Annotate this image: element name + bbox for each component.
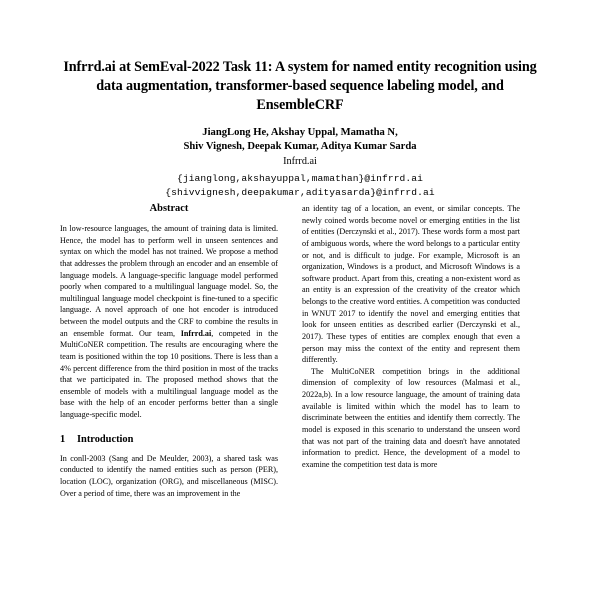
email-line-1: {jianglong,akshayuppal,mamathan}@infrrd.ai <box>176 172 423 184</box>
right-column <box>302 203 520 600</box>
left-column <box>60 203 278 600</box>
section-heading-introduction <box>60 434 278 445</box>
right-column-paragraph-1: an identity tag of a location, an event, or similar concepts. The newly coined words become novel or emerging entities in the list of entities (Derczynski et al., 2017). These words form a most part of ambiguous words, where the word belongs to a particular entity or not, and is difficult to judge. For example, Microsoft is an organization, Windows is a product, and Microsoft Windows is a software product. Apart from this, creating a non-existent word as an entity is an expression of the creativity of the creator which belongs to the creative word entities. A competition was conducted in WNUT 2017 to identify the novel and emerging entities that look for unseen entities as described earlier (Derczynski et al., 2017). These types of entities are complex enough that even a person may miss the context of the entity and represent them differently. <box>302 204 520 365</box>
author-line-1: JiangLong He, Akshay Uppal, Mamatha N, <box>202 126 398 138</box>
abstract-team-name: Infrrd.ai <box>180 328 212 338</box>
section-number: 1 <box>60 433 66 445</box>
right-column-paragraph-2: The MultiCoNER competition brings in the additional dimension of complexity of low resources (Malmasi et al., 2022a,b). In a low resource language, the amount of training data available is limited within which the model has to learn to discriminate between the entities and identify them correctly. The model is exposed in this scenario to understand the unseen word that was not part of the training data and doesn't have annotated information to predict. Hence, the development of a model to examine the competition test data is more <box>302 366 520 469</box>
author-line-2: Shiv Vignesh, Deepak Kumar, Aditya Kumar Sarda <box>183 140 417 152</box>
title-block <box>0 0 600 200</box>
abstract-text-part-2: , competed in the MultiCoNER competition. The results are encouraging where the team is positioned within the top 10 positions. There is less than a 4% percent difference from the third position in most of the tracks that we participated in. The proposed method shows that the ensemble of models with a multilingual language model as the base with the help of an encoder performs better than a single language-specific model. <box>60 328 278 419</box>
page-title: Infrrd.ai at SemEval-2022 Task 11: A system for named entity recognition using data augmentation, transformer-based sequence labeling model, and EnsembleCRF <box>63 59 537 113</box>
introduction-paragraph-1: In conll-2003 (Sang and De Meulder, 2003), a shared task was conducted to identify the named entities such as person (PER), location (LOC), organization (ORG), and miscellaneous (MISC). Over a period of time, there was an improvement in the <box>60 453 278 498</box>
abstract-heading: Abstract <box>149 203 189 214</box>
abstract-text-part-1: In low-resource languages, the amount of training data is limited. Hence, the model has to perform well in unseen sentences and syntax on which the model has not trained. We propose a method that addresses the problem through an encoder and an ensemble of language models. A language-specific language model performed poorly when compared to a multilingual language model. So, the multilingual language model checkpoint is fine-tuned to a specific language. A novel approach of one hot encoder is introduced between the model outputs and the CRF to combine the results in an ensemble format. Our team, <box>60 224 278 338</box>
author-list <box>60 126 540 155</box>
abstract-paragraph <box>60 223 278 421</box>
two-column-body <box>60 203 540 600</box>
section-title: Introduction <box>77 433 134 445</box>
affiliation: Infrrd.ai <box>283 156 317 168</box>
email-line-2: {shivvignesh,deepakumar,adityasarda}@infrrd.ai <box>165 186 435 198</box>
author-emails <box>60 172 540 200</box>
